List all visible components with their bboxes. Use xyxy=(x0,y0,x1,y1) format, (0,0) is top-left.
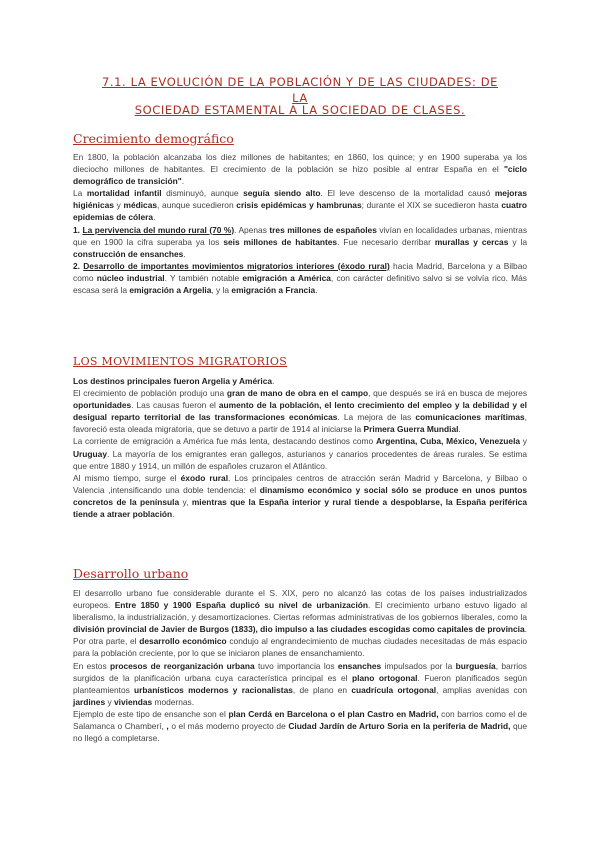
section-heading-movimientos: LOS MOVIMIENTOS MIGRATORIOS xyxy=(73,355,288,368)
paragraph: En estos procesos de reorganización urbana tuvo importancia los ensanches impulsados por la burguesía, barrios surgidos de la planificación urbana cuya característica principal es el plano ortogonal. Fueron planificados según planteamientos urbanísticos modernos y racionalistas, de plano en cuadrícula ortogonal, amplias avenidas con jardines y viviendas modernas. xyxy=(73,660,527,707)
paragraph: Ejemplo de este tipo de ensanche son el plan Cerdá en Barcelona o el plan Castro en Madrid, con barrios como el de Salamanca o Chamberí, , o el más moderno proyecto de Ciudad Jardín de Arturo Soria en la periferia de Madrid, que no llegó a completarse. xyxy=(73,708,527,744)
paragraph: La corriente de emigración a América fue más lenta, destacando destinos como Argentina, Cuba, México, Venezuela y Uruguay. La mayoría de los emigrantes eran gallegos, asturianos y canarios procedentes de áreas rurales. Se estima que entre 1880 y 1914, un millón de españoles cruzaron el Atlántico. xyxy=(73,436,527,471)
paragraph: 2. Desarrollo de importantes movimientos migratorios interiores (éxodo rural) hacia Madrid, Barcelona y a Bilbao como núcleo industrial. Y también notable emigración a América, con carácter definitivo salvo si se volvía rico. Más escasa será la emigración a Argelia, y la emigración a Francia. xyxy=(73,260,528,296)
paragraph: 1. La pervivencia del mundo rural (70 %). Apenas tres millones de españoles vivían en localidades urbanas, mientras que en 1900 la cifra superaba ya los seis millones de habitantes. Fue necesario derribar murallas y cercas y la construcción de ensanches. xyxy=(73,224,528,259)
section-heading-crecimiento: Crecimiento demográfico xyxy=(73,131,234,146)
paragraph: Los destinos principales fueron Argelia y América. xyxy=(73,376,275,386)
section-heading-desarrollo-urbano: Desarrollo urbano xyxy=(73,566,189,581)
section-body-movimientos xyxy=(73,375,527,520)
page-title-line-1: 7.1. LA EVOLUCIÓN DE LA POBLACIÓN Y DE LAS CIUDADES: DE LA xyxy=(101,75,499,105)
page-title-line-2: SOCIEDAD ESTAMENTAL A LA SOCIEDAD DE CLASES. xyxy=(134,103,466,117)
paragraph: El desarrollo urbano fue considerable durante el S. XIX, pero no alcanzó las cotas de los países industrializados europeos. Entre 1850 y 1900 España duplicó su nivel de urbanización. El crecimiento urbano estuvo ligado al liberalismo, la industrialización, y desamortizaciones. Ciertas reformas administrativas de los gobiernos liberales, como la división provincial de Javier de Burgos (1833), dio impulso a las ciudades escogidas como capitales de provincia. Por otra parte, el desarrollo económico condujo al engrandecimiento de muchas ciudades necesitadas de más espacio para la población creciente, por lo que se iniciaron planes de ensanchamiento. xyxy=(73,588,528,659)
paragraph: Al mismo tiempo, surge el éxodo rural. Los principales centros de atracción serán Madrid y Barcelona, y Bilbao o Valencia ,intensificando una doble tendencia: el dinamismo económico y social sólo se produce en unos puntos concretos de la península y, mientras que la España interior y rural tiende a despoblarse, la España periférica tiende a atraer población. xyxy=(73,472,528,520)
section-body-crecimiento xyxy=(73,151,527,296)
paragraph: En 1800, la población alcanzaba los diez millones de habitantes; en 1860, los quince; y en 1900 superaba ya los dieciocho millones de habitantes. El crecimiento de la población se hizo posible al entrar España en el "ciclo demográfico de transición". xyxy=(73,152,527,187)
paragraph: La mortalidad infantil disminuyó, aunque seguía siendo alto. El leve descenso de la mortalidad causó mejoras higiénicas y médicas, aunque sucedieron crisis epidémicas y hambrunas; durante el XIX se sucedieron hasta cuatro epidemias de cólera. xyxy=(73,188,527,223)
section-body-desarrollo-urbano xyxy=(73,587,527,744)
paragraph: El crecimiento de población produjo una gran de mano de obra en el campo, que después se irá en busca de mejores oportunidades. Las causas fueron el aumento de la población, el lento crecimiento del empleo y la debilidad y el desigual reparto territorial de las transformaciones económicas. La mejora de las comunicaciones marítimas, favoreció esta oleada migratoria, que se detuvo a partir de 1914 al iniciarse la Primera Guerra Mundial. xyxy=(73,388,528,435)
